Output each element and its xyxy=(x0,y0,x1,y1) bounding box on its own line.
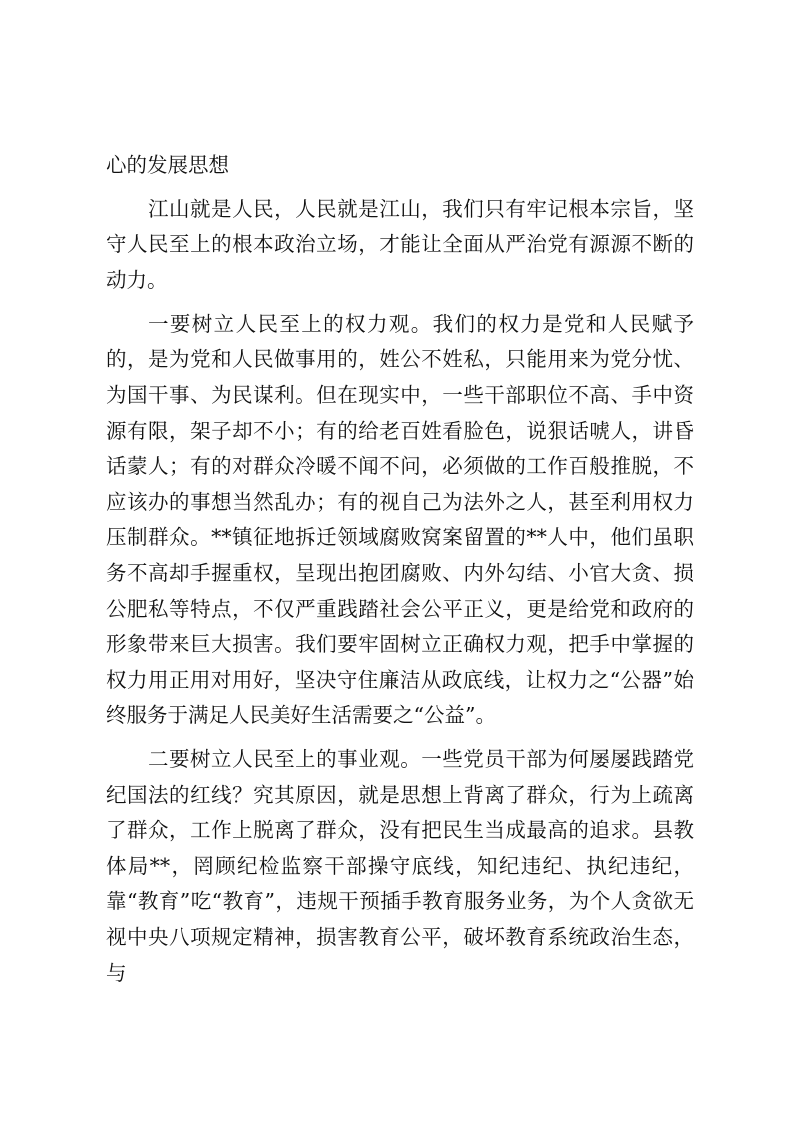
paragraph-people-foundation: 江山就是人民，人民就是江山，我们只有牢记根本宗旨，坚守人民至上的根本政治立场，才能让全面从严治党有源源不断的动力。 xyxy=(106,196,694,292)
document-body xyxy=(106,148,694,999)
paragraph-continuation: 心的发展思想 xyxy=(106,153,229,177)
paragraph-career-view: 二要树立人民至上的事业观。一些党员干部为何屡屡践踏党纪国法的红线？究其原因，就是思想上背离了群众，行为上疏离了群众，工作上脱离了群众，没有把民生当成最高的追求。县教体局**，罔顾纪检监察干部操守底线，知纪违纪、执纪违纪，靠“教育”吃“教育”，违规干预插手教育服务业务，为个人贪欲无视中央八项规定精神，损害教育公平，破坏教育系统政治生态，与 xyxy=(106,747,694,985)
paragraph-power-view: 一要树立人民至上的权力观。我们的权力是党和人民赋予的，是为党和人民做事用的，姓公不姓私，只能用来为党分忧、为国干事、为民谋利。但在现实中，一些干部职位不高、手中资源有限，架子却不小；有的给老百姓看脸色，说狠话唬人，讲昏话蒙人；有的对群众冷暖不闻不问，必须做的工作百般推脱，不应该办的事想当然乱办；有的视自己为法外之人，甚至利用权力压制群众。**镇征地拆迁领域腐败窝案留置的**人中，他们虽职务不高却手握重权，呈现出抱团腐败、内外勾结、小官大贪、损公肥私等特点，不仅严重践踏社会公平正义，更是给党和政府的形象带来巨大损害。我们要牢固树立正确权力观，把手中掌握的权力用正用对用好，坚决守住廉洁从政底线，让权力之“公器”始终服务于满足人民美好生活需要之“公益”。 xyxy=(106,311,694,728)
